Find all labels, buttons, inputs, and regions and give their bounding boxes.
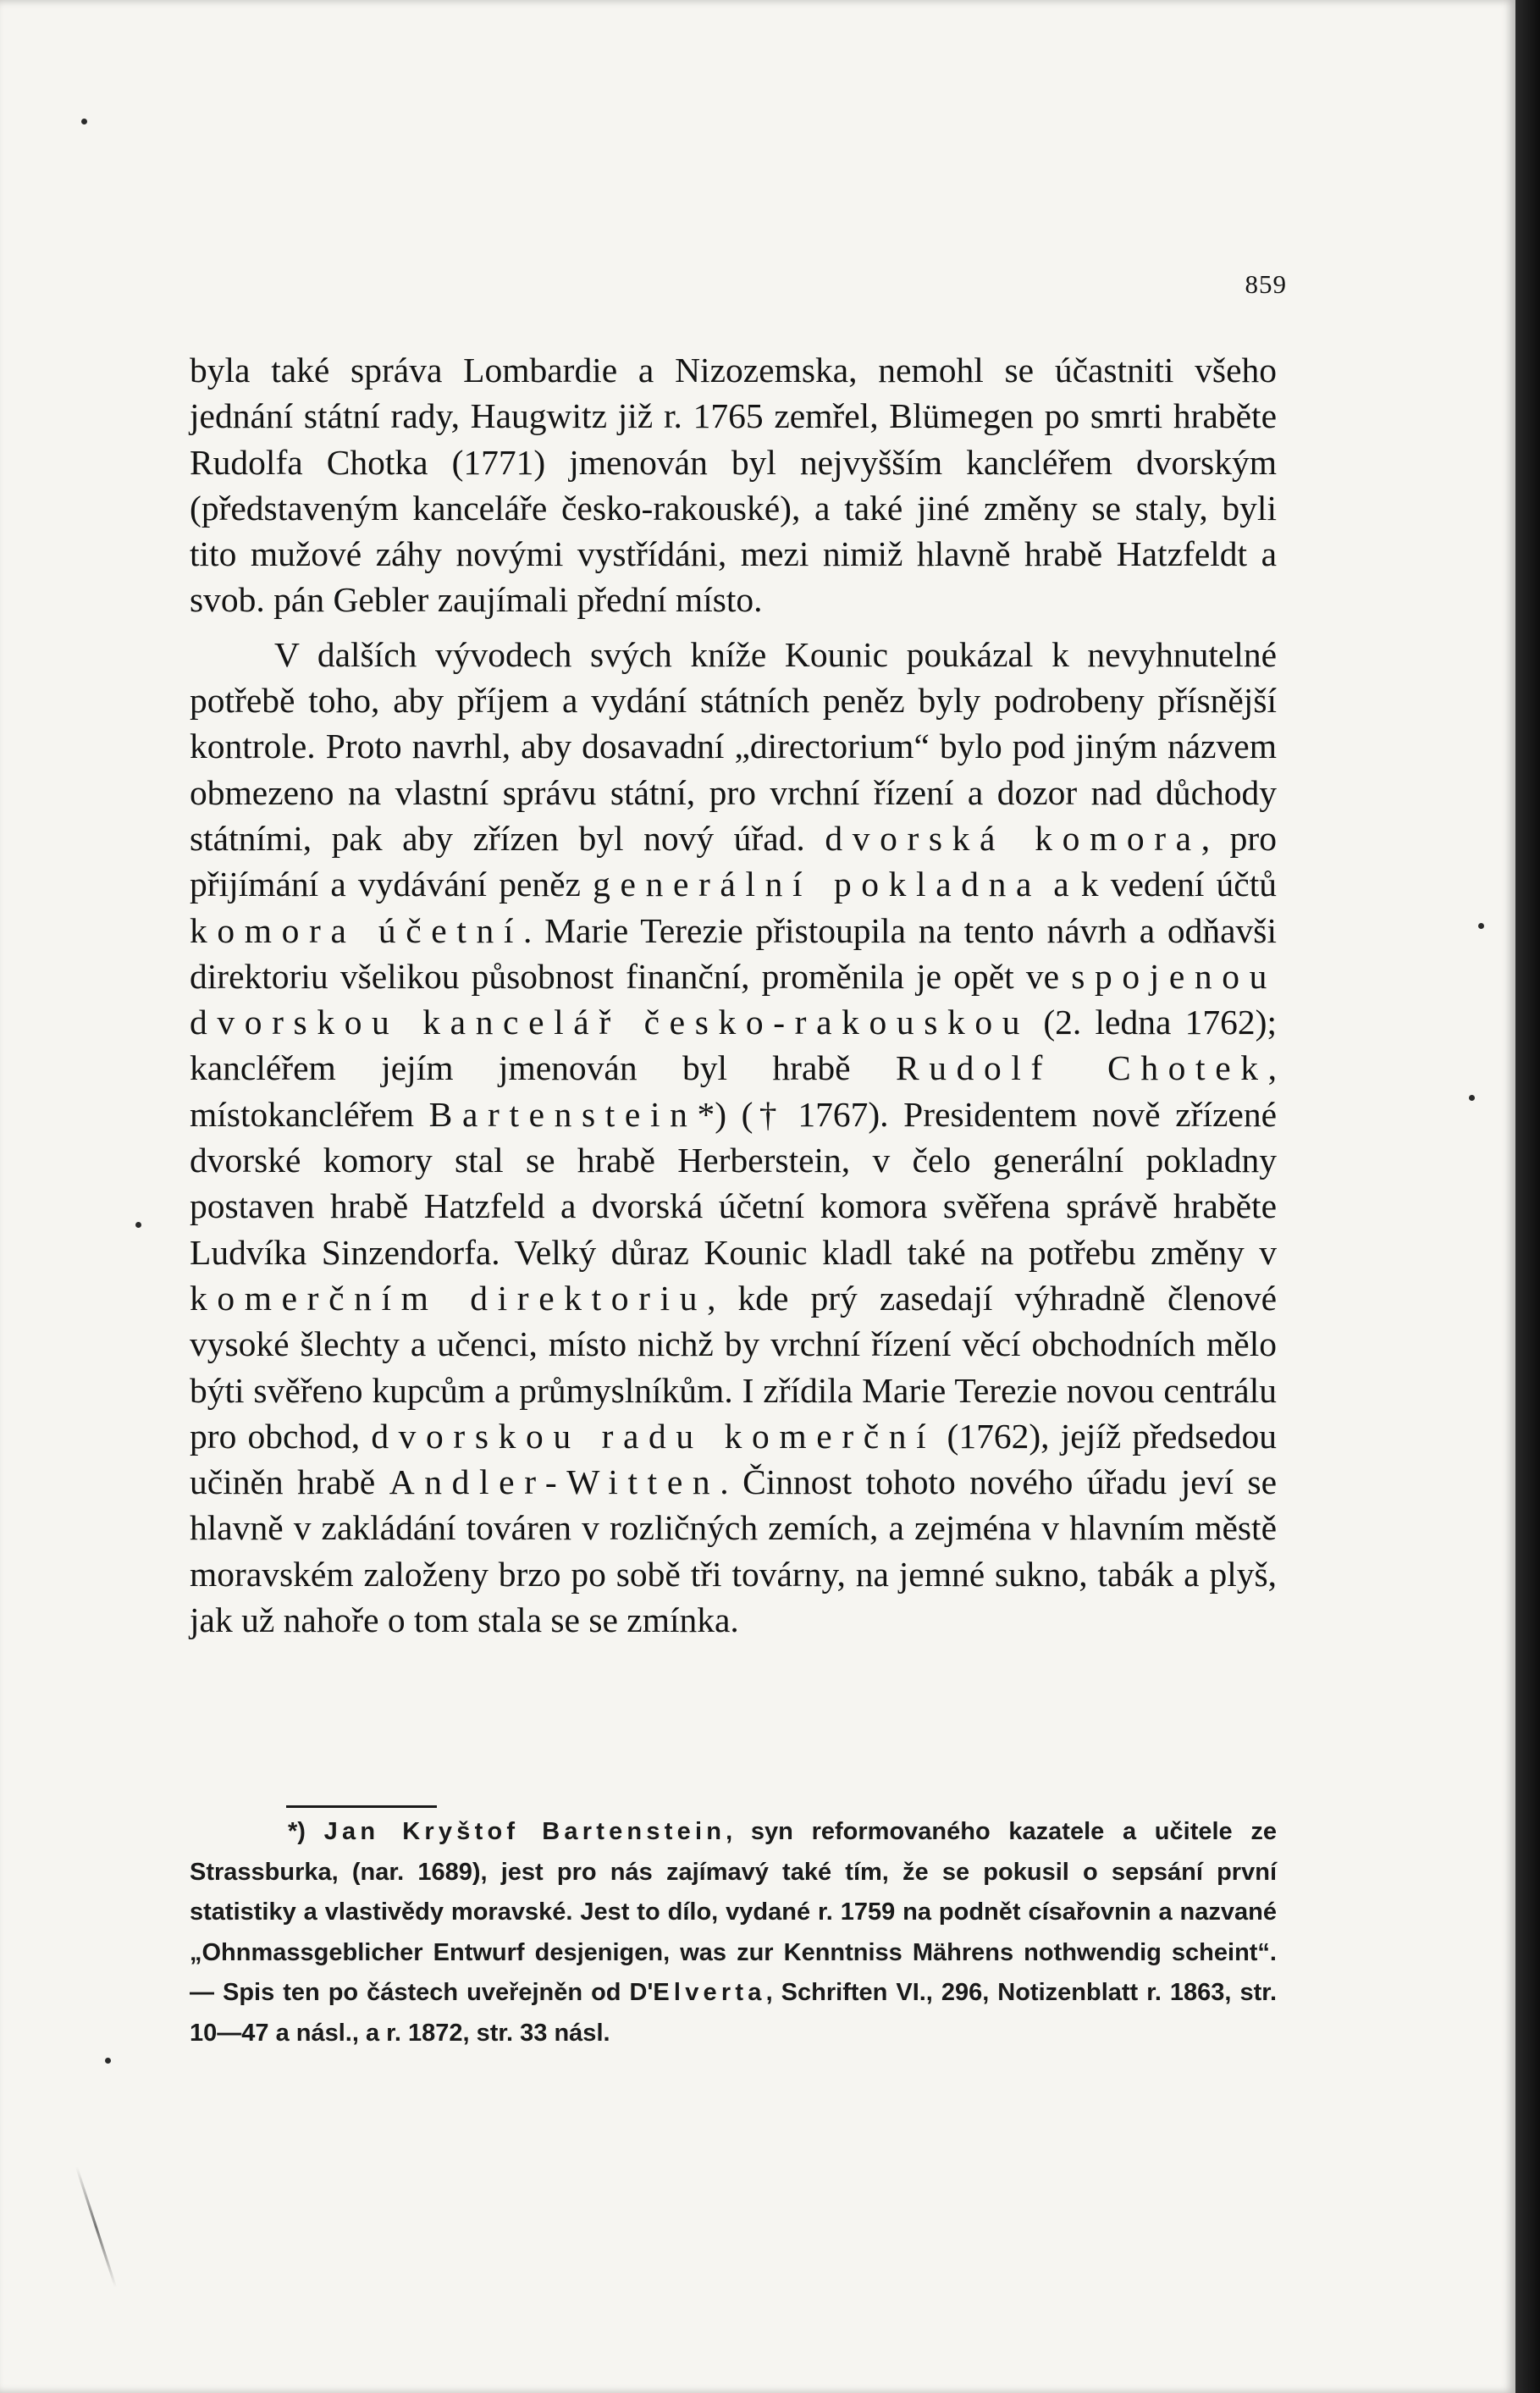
text-run: . Marie Terezie přistoupila na tento návrh a odňavši direktoriu všelikou působnost finanční, proměnila je opět ve [190,910,1277,996]
spaced-emphasis: komora účetní [190,910,523,950]
text-run: V dalších vývodech svých kníže Kounic poukázal k nevyhnutelné potřebě toho, aby příjem a vydání státních peněz byly podrobeny přísnější kontrole. Proto navrhl, aby dosavadní „directorium“ bylo pod jiným názvem obmezeno na vlastní správu státní, pro vrchní řízení a dozor nad důchody státními, pak aby zřízen byl nový úřad. [190,634,1277,858]
spaced-emphasis: Jan Kryštof Bartenstein [323,1818,726,1845]
text-run: *) († 1767). Presidentem nově zřízené dvorské komory stal se hrabě Herberstein, v čelo generální pokladny postaven hrabě Hatzfeld a dvorská účetní komora svěřena správě hraběte Ludvíka Sinzendorfa. Velký důraz Kounic kladl také na potřebu změny v [190,1094,1277,1272]
paper-speck [1469,1095,1475,1101]
paper-speck [1478,923,1484,929]
body-text [190,347,1277,1643]
spaced-emphasis: generální pokladna [593,865,1042,904]
spaced-emphasis: Andler-Witten [389,1462,720,1502]
footnote-divider [286,1805,437,1808]
paper-speck [135,1222,141,1228]
text-run: byla také správa Lombardie a Nizozemska, nemohl se účastniti všeho jednání státní rady, Haugwitz již r. 1765 zemřel, Blümegen po smrti hraběte Rudolfa Chotka (1771) jmenován byl nejvyšším kancléřem dvorským (představeným kanceláře česko-rakouské), a také jiné změny se staly, byli tito mužové záhy novými vystřídáni, mezi nimiž hlavně hrabě Hatzfeldt a svob. pán Gebler zaujímali přední místo. [190,351,1277,620]
spaced-emphasis: dvorská komora [825,818,1201,858]
text-run: , pro přijímání a vydávání peněz [190,818,1277,904]
text-run: . Činnost tohoto nového úřadu jeví se hlavně v zakládání továren v rozličných zemích, a zejména v hlavním městě moravském založeny brzo po sobě tři továrny, na jemné sukno, tabák a plyš, jak už nahoře o tom stala se se zmínka. [190,1462,1277,1640]
footnote [190,1812,1277,2053]
text-run: , kde prý zasedají výhradně členové vysoké šlechty a učenci, místo nichž by vrchní řízení věcí obchodních mělo býti svěřeno kupcům a průmyslníkům. I zřídila Marie Terezie novou centrálu pro obchod, [190,1278,1277,1456]
spaced-emphasis: spojenou dvorskou kancelář česko-rakouskou [190,956,1277,1042]
paper-speck [105,2058,111,2064]
spaced-emphasis: dvorskou radu komerční [371,1416,936,1456]
page-number: 859 [1245,269,1287,299]
paragraph-2 [190,632,1277,1644]
spaced-emphasis: Bartenstein [428,1094,698,1134]
spaced-emphasis: Rudolf Chotek [895,1048,1268,1088]
text-run: , syn reformovaného kazatele a učitele ze Strassburka, (nar. 1689), jest pro nás zajímavý také tím, že se pokusil o sepsání první statistiky a vlastivědy moravské. Jest to dílo, vydané r. 1759 na podnět císařovnin a nazvané „Ohnmassgeblicher Entwurf desjenigen, was zur Kenntniss Mährens nothwendig scheint“. — Spis ten po částech uveřejněn od D' [190,1818,1277,2006]
paper-speck [81,119,87,124]
spaced-emphasis: Elverta [653,1979,766,2006]
text-run: a k vedení účtů [1041,865,1277,904]
spaced-emphasis: komerčním direktoriu [190,1278,708,1318]
paper-crease [75,2166,117,2288]
book-spine-edge [1515,0,1540,2393]
text-run: , místokancléřem [190,1048,1277,1134]
text-run: (1762), jejíž předsedou učiněn hrabě [190,1416,1277,1502]
text-run: *) [288,1818,324,1845]
text-run: , Schriften VI., 296, Notizenblatt r. 1863, str. 10—47 a násl., a r. 1872, str. 33 násl. [190,1979,1278,2047]
text-run: (2. ledna 1762); kancléřem jejím jmenován byl hrabě [190,1003,1277,1088]
paragraph-1 [190,347,1277,623]
